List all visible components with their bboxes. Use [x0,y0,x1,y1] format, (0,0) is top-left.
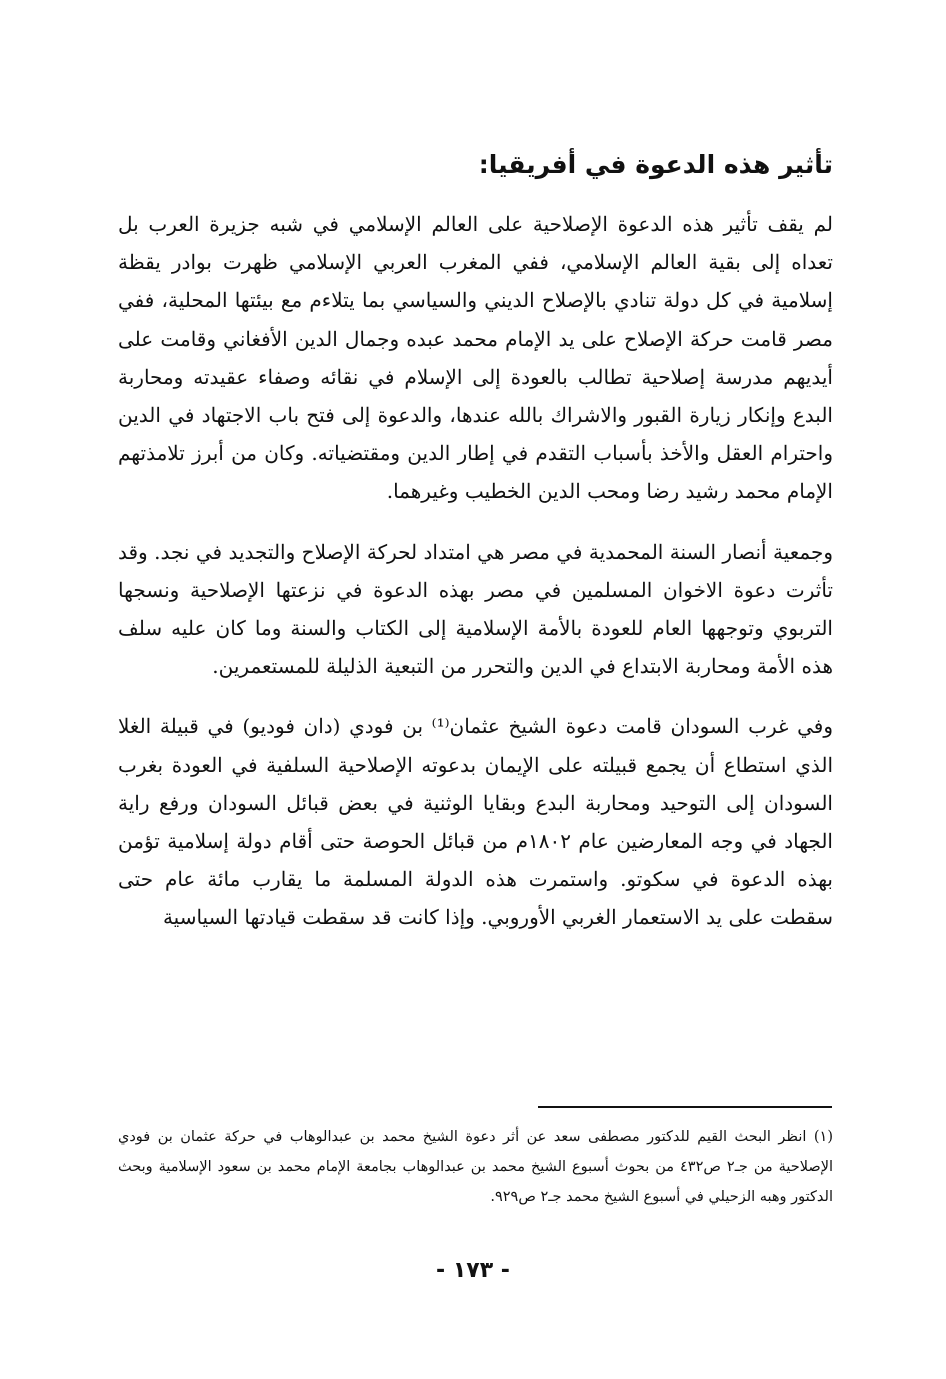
footnote: (١) انظر البحث القيم للدكتور مصطفى سعد عن أثر دعوة الشيخ محمد بن عبدالوهاب في حركة عثمان بن فودي الإصلاحية من جـ٢ ص٤٣٢ من بحوث أسبوع الشيخ محمد بن عبدالوهاب بجامعة الإمام محمد بن سعود الإسلامية وبحث الدكتور وهبه الزحيلي في أسبوع الشيخ محمد جـ٢ ص٩٢٩. [118,1129,834,1205]
paragraph-west-sudan: وفي غرب السودان قامت دعوة الشيخ عثمان⁽¹⁾ بن فودي (دان فوديو) في قبيلة الغلا الذي استطاع أن يجمع قبيلته على الإيمان بدعوته الإصلاحية السلفية في العودة بغرب السودان إلى التوحيد ومحاربة البدع وبقايا الوثنية في بعض قبائل السودان ورفع راية الجهاد في وجه المعارضين عام ١٨٠٢م من قبائل الحوصة حتى أقام دولة إسلامية تؤمن بهذه الدعوة في سكوتو. واستمرت هذه الدولة المسلمة ما يقارب مائة عام حتى سقطت على يد الاستعمار الغربي الأوروبي. وإذا كانت قد سقطت قيادتها السياسية [118,714,833,930]
page-number: - ١٧٣ - [436,1258,510,1283]
paragraph-egypt-societies: وجمعية أنصار السنة المحمدية في مصر هي امتداد لحركة الإصلاح والتجديد في نجد. وقد تأثرت دعوة الاخوان المسلمين في مصر بهذه الدعوة في نزعتها الإصلاحية ونسجها التربوي وتوجهها العام للعودة بالأمة الإسلامية إلى الكتاب والسنة وما كان عليه سلف هذه الأمة ومحاربة الابتداع في الدين والتحرر من التبعية الذليلة للمستعمرين. [118,539,833,679]
section-heading: تأثير هذه الدعوة في أفريقيا: [478,150,833,179]
page-body [118,140,833,959]
footnote-separator [538,1106,832,1108]
paragraph-reform-influence: لم يقف تأثير هذه الدعوة الإصلاحية على العالم الإسلامي في شبه جزيرة العرب بل تعداه إلى بقية العالم الإسلامي، ففي المغرب العربي الإسلامي ظهرت بوادر يقظة إسلامية في كل دولة تنادي بالإصلاح الديني والسياسي بما يتلاءم مع بيئتها المحلية، ففي مصر قامت حركة الإصلاح على يد الإمام محمد عبده وجمال الدين الأفغاني وقامت على أيديهم مدرسة إصلاحية تطالب بالعودة إلى الإسلام في نقائه وصفاء عقيدته ومحاربة البدع وإنكار زيارة القبور والاشراك بالله عندها، والدعوة إلى فتح باب الاجتهاد في الدين واحترام العقل والأخذ بأسباب التقدم في إطار الدين ومقتضياته. وكان من أبرز تلامذتهم الإمام محمد رشيد رضا ومحب الدين الخطيب وغيرهما. [118,212,833,504]
